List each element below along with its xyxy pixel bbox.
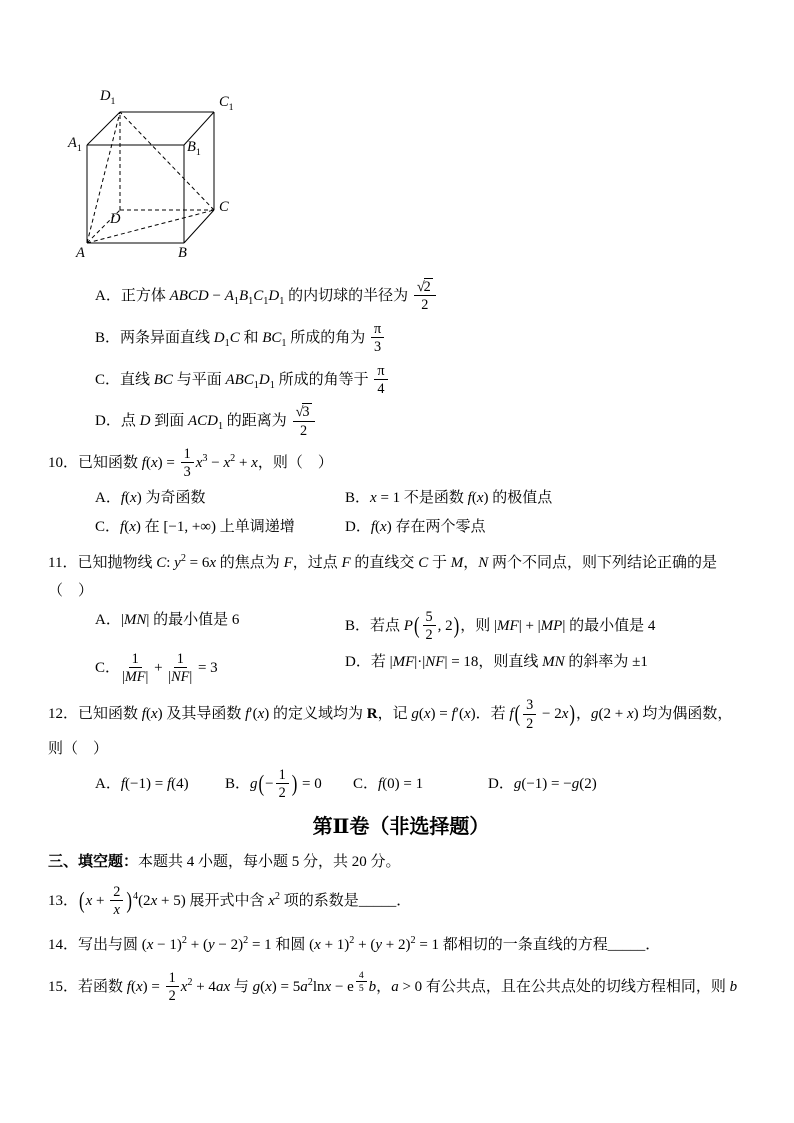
q10-option-d: D．f(x) 存在两个零点	[345, 519, 486, 536]
q9-option-d: D．点 D 到面 $ACD_1$ 的距离为 $\frac{√3}{2}$	[95, 404, 754, 439]
q11-option-a: A．|MN| 的最小值是 6	[95, 611, 240, 628]
q9-option-a: A．正方体 ABCD − $A_1B_1C_1D_1$ 的内切球的半径为 $\frac{√2}{2}$	[95, 279, 754, 314]
vertex-label-a: A	[76, 245, 85, 261]
q9-option-b: B．两条异面直线 $D_1C$ 和 $BC_1$ 所成的角为 $\frac{\pi}{3}$	[95, 321, 754, 356]
q11-option-c: C． $\frac{1}{|MF|}$ + $\frac{1}{|NF|}$ = 3	[95, 650, 218, 685]
q12-stem-cont: 则（ ）	[48, 741, 109, 757]
vertex-label-a1: $A_1$	[68, 135, 82, 154]
q10-option-a: A．f(x) 为奇函数	[95, 489, 206, 506]
cube-figure	[68, 88, 304, 267]
q12-stem: 12．已知函数 f(x) 及其导函数 f′(x) 的定义域均为 R，记 g(x) = f′(x)．若 f( $\frac{3}{2}$ − 2x)，g(2 + x) 均为偶函数，	[48, 697, 733, 732]
q10-options	[95, 487, 754, 539]
vertex-label-c: C	[219, 199, 229, 215]
cube-diagram	[74, 95, 304, 267]
q12-options	[95, 767, 754, 802]
q10-stem: 10．已知函数 f(x) = $\frac{1}{3}$ $x^3 - x^2 + x$，则（ ）	[48, 446, 333, 481]
q11-option-d: D．若 |MF|·|NF| = 18，则直线 MN 的斜率为 ±1	[345, 653, 648, 670]
q11-options	[95, 609, 754, 686]
vertex-label-b: B	[178, 245, 187, 261]
section-ii-title: 第Ⅱ卷（非选择题）	[312, 816, 490, 839]
q10-option-b: B．x = 1 不是函数 f(x) 的极值点	[345, 489, 553, 506]
q12-option-d: D．g(−1) = −g(2)	[488, 775, 597, 792]
fill-in-header: 三、填空题：本题共 4 小题，每小题 5 分，共 20 分。	[48, 854, 401, 871]
q12-option-a: A．f(−1) = f(4)	[95, 775, 189, 792]
vertex-label-d: D	[110, 211, 121, 227]
q15-stem: 15．若函数 f(x) = $\frac{1}{2}$ $x^2 + 4ax$ 与 $g(x) = 5a^2\ln x - e$ $^{\frac{4}{5}}$ b，a > 0 有公共点，且在公共点处的切线方程相同，则 b	[48, 970, 738, 1005]
q11-stem: 11．已知抛物线 C: $y^2 = 6x$ 的焦点为 F，过点 F 的直线交 C 于 M，N 两个不同点，则下列结论正确的是	[48, 552, 718, 571]
q12-option-b: B．g(− $\frac{1}{2}$ ) = 0	[225, 766, 322, 801]
q13-stem: 13．(x + $\frac{2}{x}$ )$^4$(2x + 5) 展开式中含 $x^2$ 项的系数是_____．	[48, 883, 412, 919]
q14-stem: 14．写出与圆 $(x - 1)^2 + (y - 2)^2 = 1$ 和圆 $(x + 1)^2 + (y + 2)^2 = 1$ 都相切的一条直线的方程_____．	[48, 934, 661, 953]
q11-option-b: B．若点 P( $\frac{5}{2}$ , 2)，则 |MF| + |MP| 的最小值是 4	[345, 608, 656, 644]
q12-option-c: C．f(0) = 1	[353, 775, 424, 792]
q10-option-c: C．f(x) 在 [−1, +∞) 上单调递增	[95, 519, 295, 536]
q11-stem-cont: （ ）	[48, 583, 94, 600]
vertex-label-b1: $B_1$	[187, 139, 201, 158]
vertex-label-c1: $C_1$	[219, 94, 234, 113]
q9-option-c: C．直线 BC 与平面 $ABC_1D_1$ 所成的角等于 $\frac{\pi}{4}$	[95, 363, 754, 398]
vertex-label-d1: $D_1$	[100, 88, 116, 107]
